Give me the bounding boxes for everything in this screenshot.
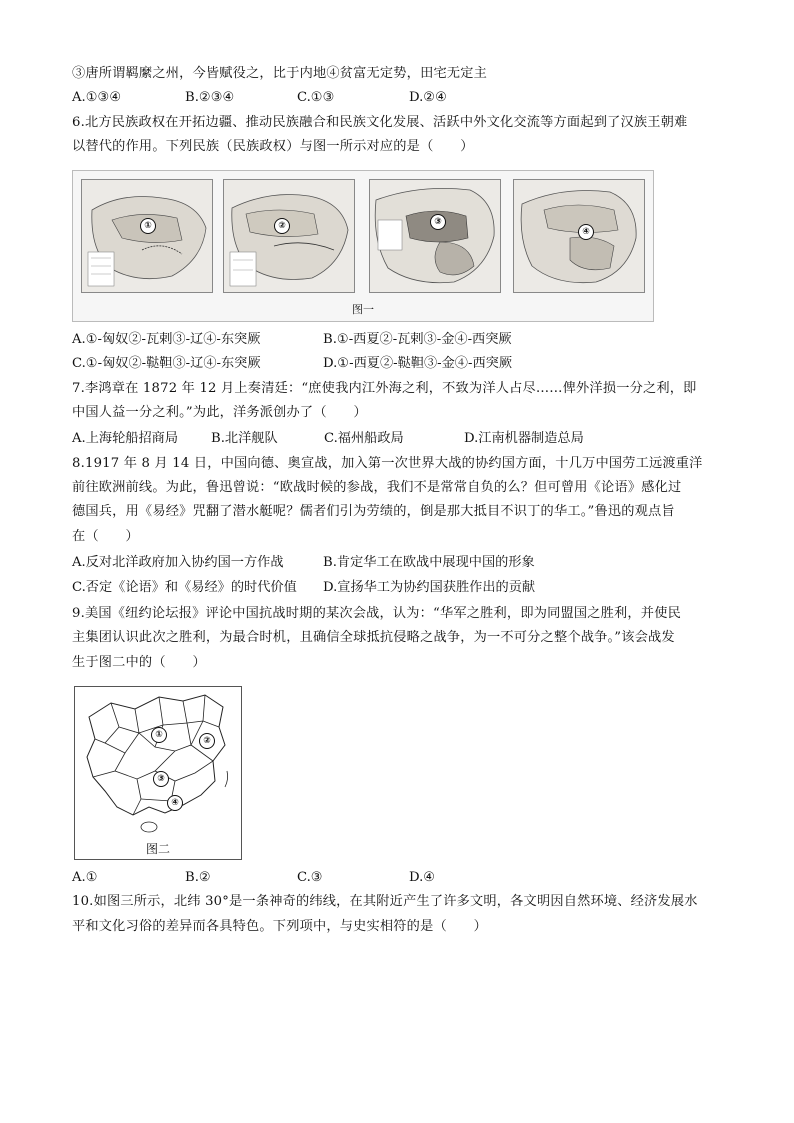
q9-stem-line3: 生于图二中的（ ）	[72, 655, 206, 670]
q5-option-a[interactable]: A.①③④	[72, 90, 122, 105]
map-1	[81, 179, 213, 293]
fig2-label-3: ③	[153, 771, 169, 787]
q6-option-d[interactable]: D.①-西夏②-鞑靼③-金④-西突厥	[323, 356, 513, 371]
q7-option-c[interactable]: C.福州船政局	[324, 431, 404, 446]
q7-stem-line2: 中国人益一分之利。”为此，洋务派创办了（ ）	[72, 405, 367, 420]
map-3	[369, 179, 501, 293]
map-label-2: ②	[274, 218, 290, 234]
q7-option-d[interactable]: D.江南机器制造总局	[464, 431, 584, 446]
q8-option-d[interactable]: D.宣扬华工为协约国获胜作出的贡献	[323, 580, 536, 595]
fig2-label-4: ④	[167, 795, 183, 811]
q8-stem-line2: 前往欧洲前线。为此，鲁迅曾说：“欧战时候的参战，我们不是常常自负的么？但可曾用《论语》感化过	[72, 480, 682, 495]
q5-option-b[interactable]: B.②③④	[185, 90, 235, 105]
q9-option-a[interactable]: A.①	[72, 870, 98, 885]
map-2-graphic	[224, 180, 354, 292]
q6-option-c[interactable]: C.①-匈奴②-鞑靼③-辽④-东突厥	[72, 356, 261, 371]
q10-stem-line2: 平和文化习俗的差异而各具特色。下列项中，与史实相符的是（ ）	[72, 919, 488, 934]
figure-1-caption: 图一	[352, 303, 374, 316]
q9-option-b[interactable]: B.②	[185, 870, 211, 885]
q5-option-d[interactable]: D.②④	[409, 90, 447, 105]
q5-stem: ③唐所谓羁縻之州，今皆赋役之，比于内地④贫富无定势，田宅无定主	[72, 66, 488, 81]
figure-1-maps	[72, 170, 654, 322]
fig2-label-1: ①	[151, 727, 167, 743]
q9-stem-line1: 9.美国《纽约论坛报》评论中国抗战时期的某次会战，认为：“华军之胜利，即为同盟国之胜利，并使民	[72, 606, 681, 621]
figure-2-caption: 图二	[145, 842, 170, 856]
q7-option-a[interactable]: A.上海轮船招商局	[72, 431, 179, 446]
map-label-1: ①	[140, 218, 156, 234]
map-4	[513, 179, 645, 293]
map-2	[223, 179, 355, 293]
q10-stem-line1: 10.如图三所示，北纬 30°是一条神奇的纬线，在其附近产生了许多文明，各文明因自然环境、经济发展水	[72, 894, 698, 909]
q6-option-b[interactable]: B.①-西夏②-瓦剌③-金④-西突厥	[323, 332, 512, 347]
q9-stem-line2: 主集团认识此次之胜利，为最合时机，且确信全球抵抗侵略之战争，为一不可分之整个战争。”该会战发	[72, 630, 675, 645]
q8-option-c[interactable]: C.否定《论语》和《易经》的时代价值	[72, 580, 297, 595]
q6-stem-line1: 6.北方民族政权在开拓边疆、推动民族融合和民族文化发展、活跃中外文化交流等方面起到了汉族王朝难	[72, 115, 688, 130]
q8-stem-line3: 德国兵，用《易经》咒翻了潜水艇呢？儒者们引为劳绩的，倒是那大抵目不识丁的华工。”鲁迅的观点旨	[72, 504, 675, 519]
map-label-4: ④	[578, 224, 594, 240]
q5-option-c[interactable]: C.①③	[297, 90, 335, 105]
map-1-graphic	[82, 180, 212, 292]
q6-option-a[interactable]: A.①-匈奴②-瓦剌③-辽④-东突厥	[72, 332, 261, 347]
q8-option-a[interactable]: A.反对北洋政府加入协约国一方作战	[72, 555, 284, 570]
figure-2-graphic	[75, 687, 241, 837]
q7-stem-line1: 7.李鸿章在 1872 年 12 月上奏清廷：“庶使我内江外海之利，不致为洋人占尽……俾外洋损一分之利，即	[72, 381, 697, 396]
fig2-label-2: ②	[199, 733, 215, 749]
map-3-graphic	[370, 180, 500, 292]
q8-stem-line1: 8.1917 年 8 月 14 日，中国向德、奥宣战，加入第一次世界大战的协约国方面，十几万中国劳工远渡重洋	[72, 456, 703, 471]
map-label-3: ③	[430, 214, 446, 230]
q7-option-b[interactable]: B.北洋舰队	[211, 431, 278, 446]
q8-stem-line4: 在（ ）	[72, 529, 139, 544]
q9-option-c[interactable]: C.③	[297, 870, 323, 885]
q8-option-b[interactable]: B.肯定华工在欧战中展现中国的形象	[323, 555, 535, 570]
q6-stem-line2: 以替代的作用。下列民族（民族政权）与图一所示对应的是（ ）	[72, 139, 474, 154]
figure-2-map	[74, 686, 242, 860]
q9-option-d[interactable]: D.④	[409, 870, 436, 885]
